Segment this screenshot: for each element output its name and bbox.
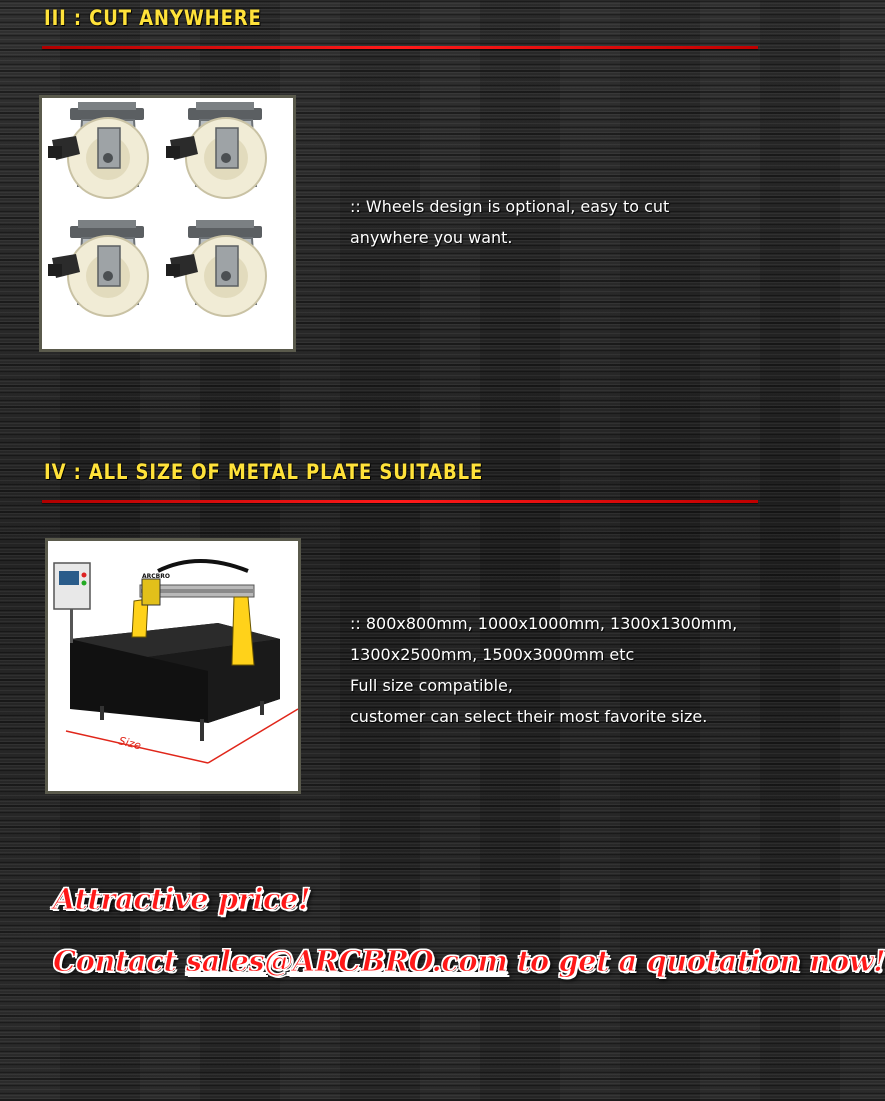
plasma-table-image <box>45 538 301 794</box>
desc-line: Full size compatible, <box>350 676 513 695</box>
desc-line: 1300x2500mm, 1500x3000mm etc <box>350 645 635 664</box>
caster-wheels-image <box>39 95 296 352</box>
metal-plate-description <box>350 608 737 732</box>
sales-email-link[interactable]: sales@ARCBRO.com <box>185 944 508 978</box>
caster-wheels-icon <box>42 98 293 349</box>
section-divider <box>42 46 758 49</box>
cut-anywhere-description <box>350 191 669 253</box>
desc-line: :: Wheels design is optional, easy to cut <box>350 197 670 216</box>
contact-suffix: to get a quotation now! <box>507 944 885 978</box>
arcbro-logo-text: ARCBRO <box>142 573 170 580</box>
desc-line: :: 800x800mm, 1000x1000mm, 1300x1300mm, <box>350 614 738 633</box>
size-label: Size <box>117 734 143 753</box>
promo-attractive-price: Attractive price! <box>53 882 311 916</box>
cnc-plasma-table-icon <box>48 541 298 791</box>
contact-prefix: Contact <box>53 944 186 978</box>
section-heading-metal-plate: IV : ALL SIZE OF METAL PLATE SUITABLE <box>44 460 484 484</box>
section-divider <box>42 500 758 503</box>
promo-contact-line <box>53 944 885 978</box>
section-heading-cut-anywhere: III : CUT ANYWHERE <box>44 6 262 30</box>
desc-line: anywhere you want. <box>350 228 513 247</box>
desc-line: customer can select their most favorite size. <box>350 707 708 726</box>
